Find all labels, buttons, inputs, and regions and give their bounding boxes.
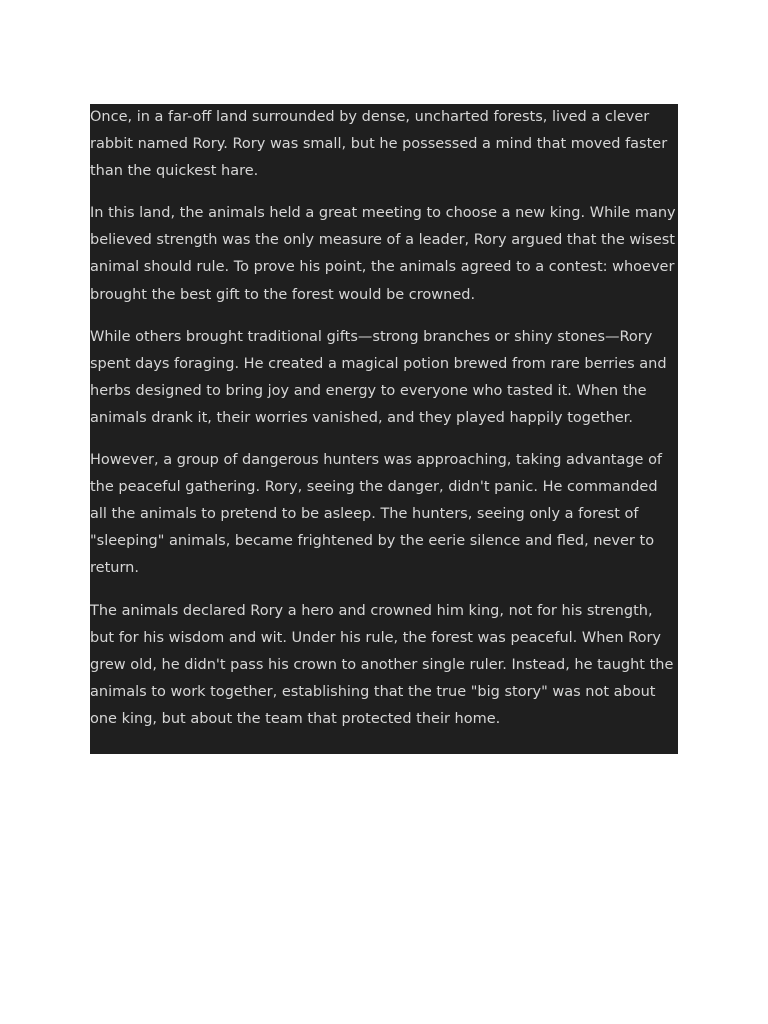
story-paragraph-5: The animals declared Rory a hero and crowned him king, not for his strength, but for his wisdom and wit. Under his rule, the forest was peaceful. When Rory grew old, he didn't pass his crown to another single ruler. Instead, he taught the animals to work together, establishing that the true "big story" was not about one king, but about the team that protected their home. bbox=[90, 602, 674, 727]
story-paragraph-1: Once, in a far-off land surrounded by dense, uncharted forests, lived a clever rabbit named Rory. Rory was small, but he possessed a mind that moved faster than the quickest hare. bbox=[90, 109, 668, 180]
story-paragraph-3: While others brought traditional gifts—strong branches or shiny stones—Rory spent days foraging. He created a magical potion brewed from rare berries and herbs designed to bring joy and energy to everyone who tasted it. When the animals drank it, their worries vanished, and they played happily together. bbox=[90, 328, 667, 426]
story-paragraph-4: However, a group of dangerous hunters was approaching, taking advantage of the peaceful gathering. Rory, seeing the danger, didn't panic. He commanded all the animals to pretend to be asleep. The hunters, seeing only a forest of "sleeping" animals, became frightened by the eerie silence and fled, never to return. bbox=[90, 452, 663, 577]
story-paragraph-2: In this land, the animals held a great meeting to choose a new king. While many believed strength was the only measure of a leader, Rory argued that the wisest animal should rule. To prove his point, the animals agreed to a contest: whoever brought the best gift to the forest would be crowned. bbox=[90, 205, 676, 303]
story-text-block bbox=[90, 104, 678, 754]
